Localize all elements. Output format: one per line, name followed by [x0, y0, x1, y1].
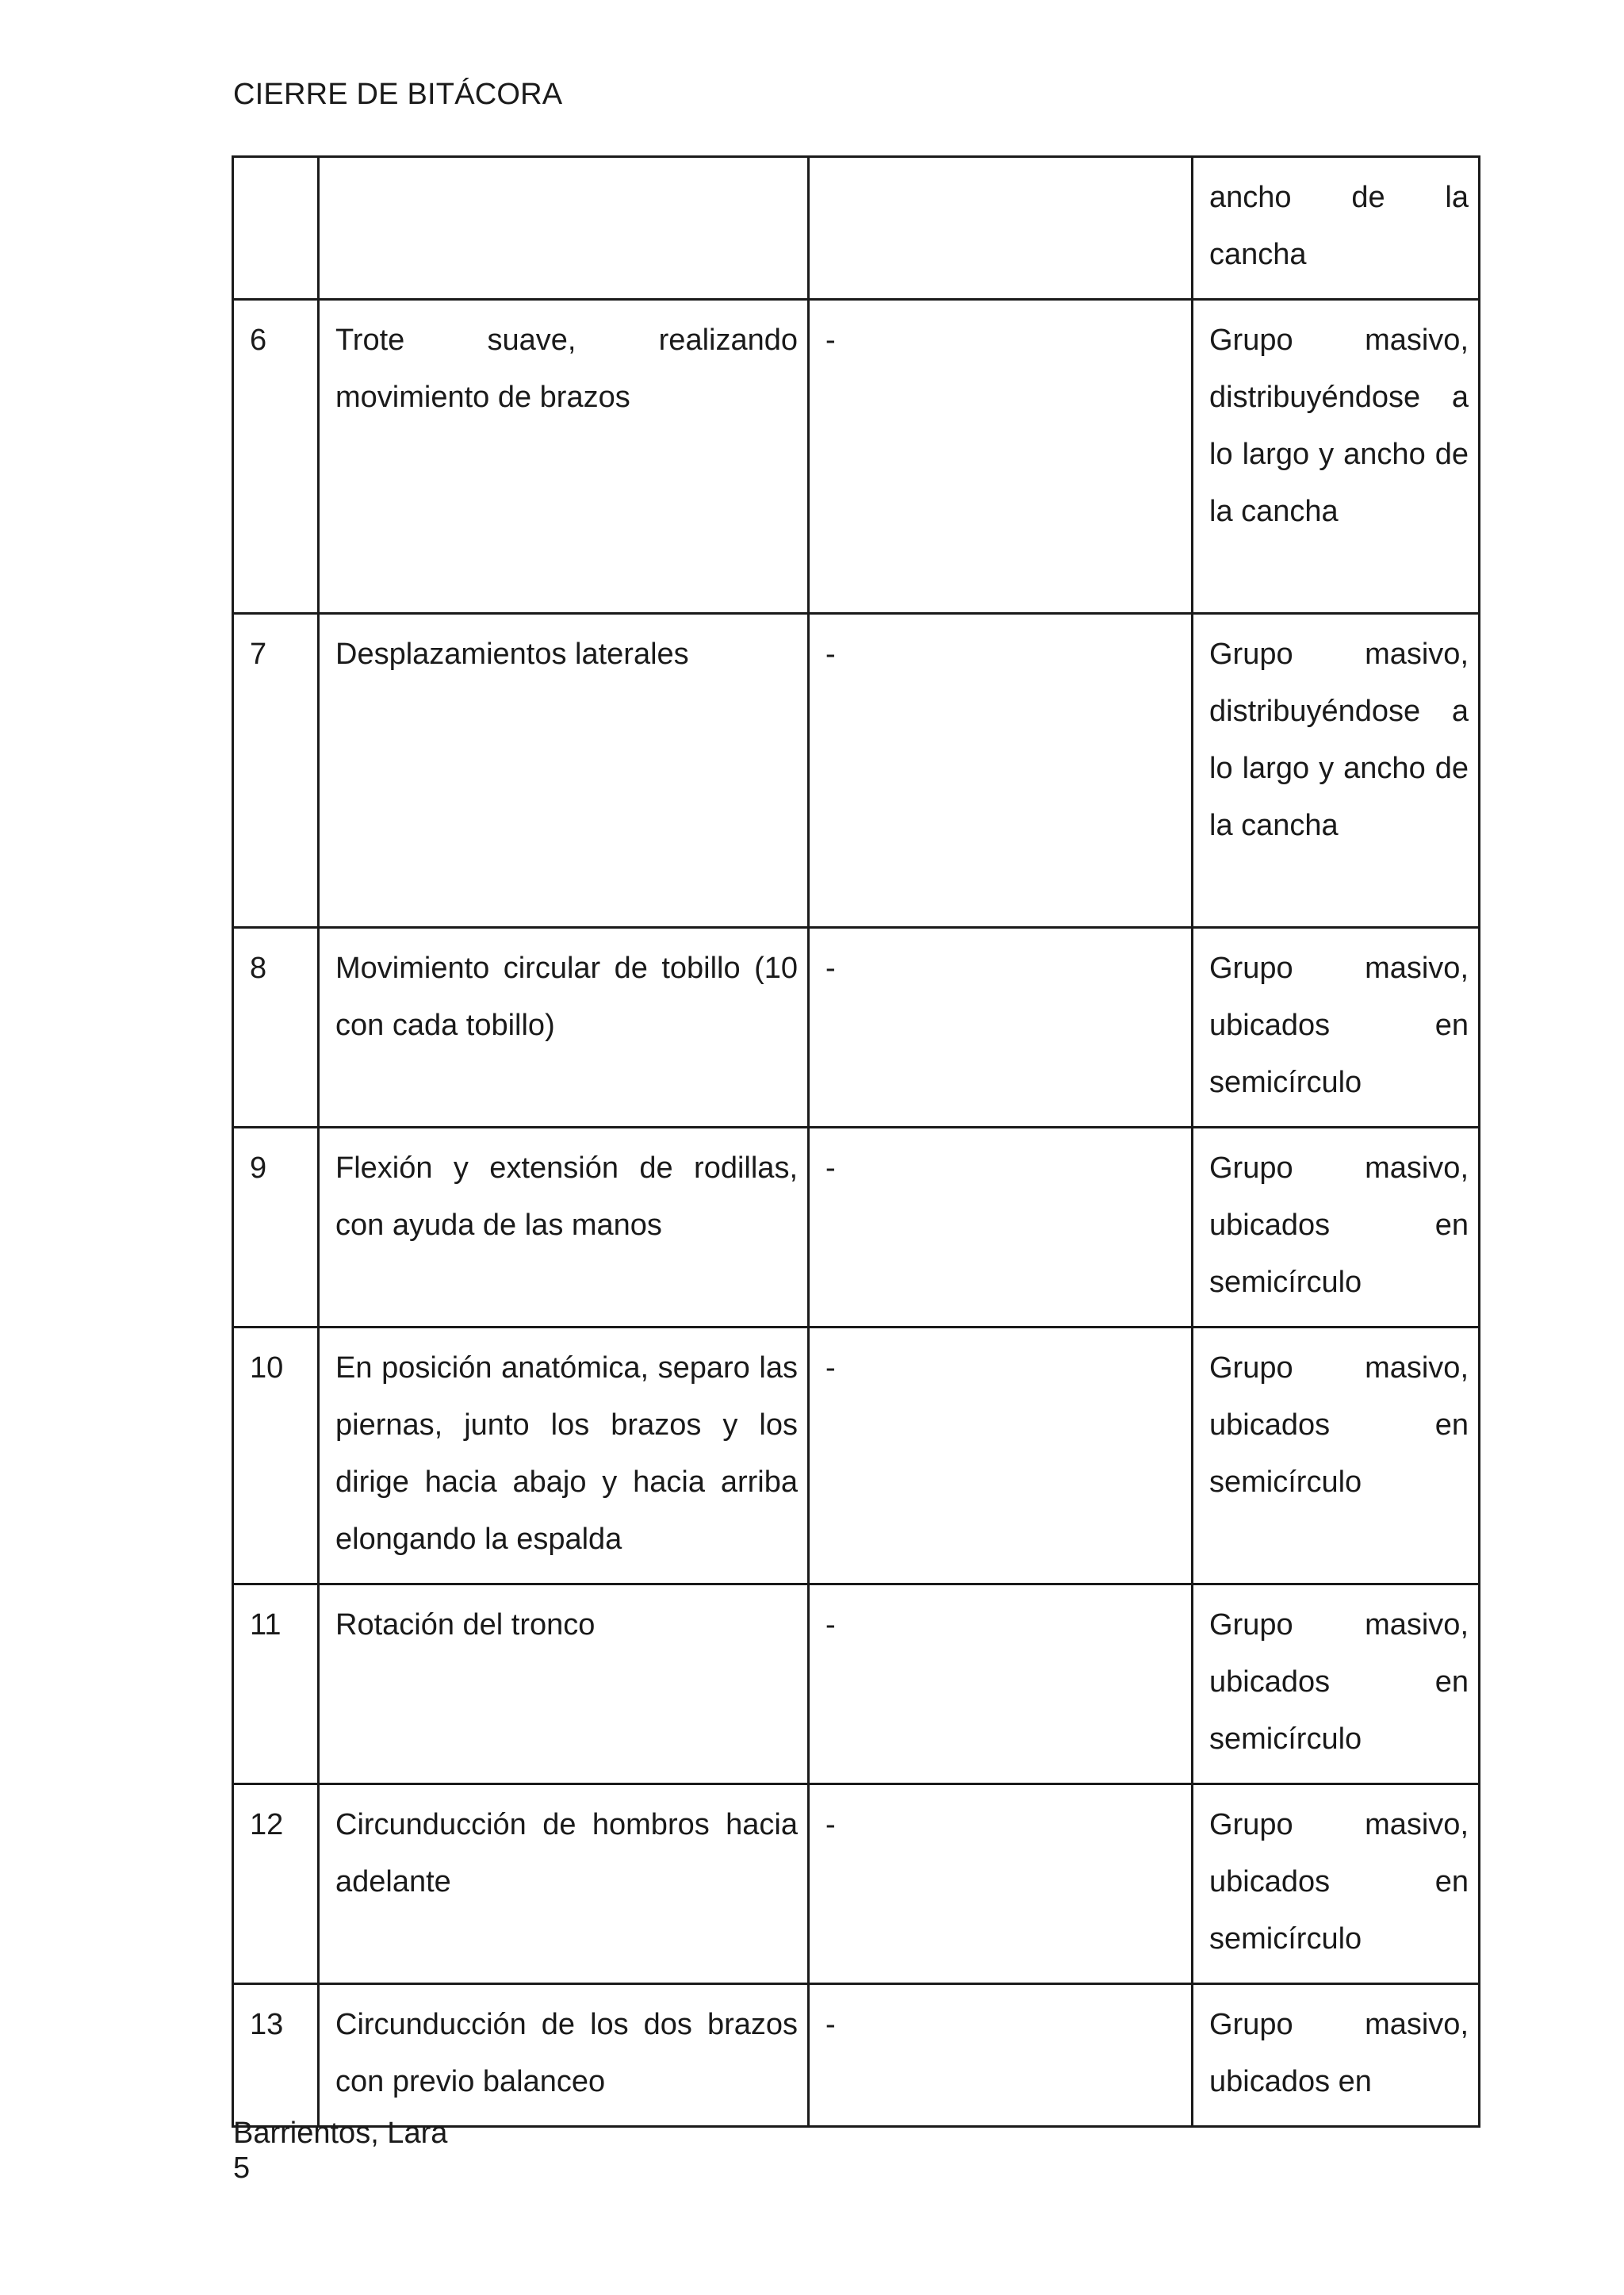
material-cell: - [809, 928, 1193, 1128]
organization-cell: Grupo masivo, distribuyéndose a lo largo y ancho de la cancha [1193, 300, 1480, 614]
page-number: 5 [233, 2151, 251, 2185]
table-row [233, 1128, 1480, 1328]
material-cell: - [809, 614, 1193, 928]
page-footer [233, 2116, 447, 2186]
material-cell: - [809, 1328, 1193, 1584]
row-number: 12 [233, 1784, 319, 1984]
row-number: 10 [233, 1328, 319, 1584]
organization-cell: Grupo masivo, ubicados en semicírculo [1193, 928, 1480, 1128]
table-row [233, 157, 1480, 300]
row-number: 8 [233, 928, 319, 1128]
table-row [233, 614, 1480, 928]
row-number [233, 157, 319, 300]
row-number: 13 [233, 1984, 319, 2127]
row-number: 6 [233, 300, 319, 614]
material-cell: - [809, 1784, 1193, 1984]
footer-author: Barrientos, Lara [233, 2117, 448, 2150]
material-cell: - [809, 1584, 1193, 1784]
material-cell: - [809, 1984, 1193, 2127]
organization-cell: Grupo masivo, distribuyéndose a lo largo y ancho de la cancha [1193, 614, 1480, 928]
organization-cell: Grupo masivo, ubicados en semicírculo [1193, 1328, 1480, 1584]
row-number: 11 [233, 1584, 319, 1784]
organization-cell: Grupo masivo, ubicados en semicírculo [1193, 1128, 1480, 1328]
activity-log-table [232, 155, 1480, 2128]
material-cell: - [809, 300, 1193, 614]
activity-description: Movimiento circular de tobillo (10 con cada tobillo) [319, 928, 809, 1128]
activity-description [319, 157, 809, 300]
activity-description: Rotación del tronco [319, 1584, 809, 1784]
page-header-title: CIERRE DE BITÁCORA [233, 78, 563, 111]
activity-description: Circunducción de los dos brazos con previo balanceo [319, 1984, 809, 2127]
activity-description: Circunducción de hombros hacia adelante [319, 1784, 809, 1984]
organization-cell: ancho de la cancha [1193, 157, 1480, 300]
material-cell [809, 157, 1193, 300]
activity-description: Trote suave, realizando movimiento de brazos [319, 300, 809, 614]
material-cell: - [809, 1128, 1193, 1328]
table-row [233, 300, 1480, 614]
row-number: 7 [233, 614, 319, 928]
table-row [233, 1784, 1480, 1984]
activity-description: Desplazamientos laterales [319, 614, 809, 928]
organization-cell: Grupo masivo, ubicados en semicírculo [1193, 1584, 1480, 1784]
table-row [233, 928, 1480, 1128]
row-number: 9 [233, 1128, 319, 1328]
table-row [233, 1328, 1480, 1584]
activity-description: Flexión y extensión de rodillas, con ayuda de las manos [319, 1128, 809, 1328]
organization-cell: Grupo masivo, ubicados en [1193, 1984, 1480, 2127]
table-row [233, 1984, 1480, 2127]
activity-description: En posición anatómica, separo las piernas, junto los brazos y los dirige hacia abajo y hacia arriba elongando la espalda [319, 1328, 809, 1584]
organization-cell: Grupo masivo, ubicados en semicírculo [1193, 1784, 1480, 1984]
table-row [233, 1584, 1480, 1784]
